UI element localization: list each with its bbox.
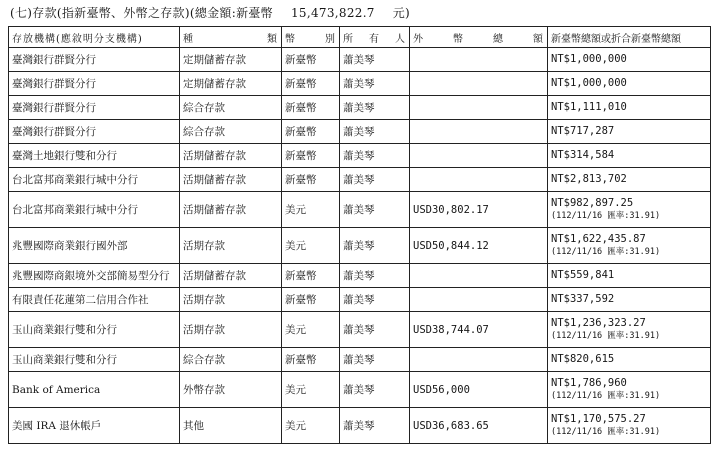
header-currency-a: 幣 bbox=[285, 33, 296, 45]
cell-foreign-amount: USD38,744.07 bbox=[410, 312, 548, 348]
table-row bbox=[9, 168, 711, 192]
cell-currency: 美元 bbox=[282, 408, 340, 444]
cell-currency: 新臺幣 bbox=[282, 144, 340, 168]
cell-owner: 蕭美琴 bbox=[340, 408, 410, 444]
header-currency-b: 別 bbox=[325, 33, 336, 45]
deposit-table bbox=[8, 26, 711, 444]
cell-foreign-amount bbox=[410, 96, 548, 120]
ntd-amount: NT$1,622,435.87 bbox=[551, 233, 646, 245]
cell-ntd-amount bbox=[548, 408, 711, 444]
cell-currency: 美元 bbox=[282, 372, 340, 408]
cell-currency: 新臺幣 bbox=[282, 96, 340, 120]
cell-ntd-amount bbox=[548, 192, 711, 228]
table-row bbox=[9, 72, 711, 96]
cell-institution: Bank of America bbox=[9, 372, 180, 408]
cell-owner: 蕭美琴 bbox=[340, 288, 410, 312]
cell-institution: 兆豐國際商業銀行國外部 bbox=[9, 228, 180, 264]
cell-institution: 臺灣銀行群賢分行 bbox=[9, 48, 180, 72]
table-row bbox=[9, 96, 711, 120]
cell-type: 外幣存款 bbox=[180, 372, 282, 408]
cell-ntd-amount bbox=[548, 168, 711, 192]
cell-owner: 蕭美琴 bbox=[340, 96, 410, 120]
header-foreign-d: 額 bbox=[533, 33, 544, 45]
cell-institution: 臺灣銀行群賢分行 bbox=[9, 72, 180, 96]
header-foreign-a: 外 bbox=[413, 33, 424, 45]
cell-type: 活期存款 bbox=[180, 312, 282, 348]
cell-currency: 新臺幣 bbox=[282, 264, 340, 288]
ntd-amount: NT$1,000,000 bbox=[551, 77, 627, 89]
cell-foreign-amount: USD50,844.12 bbox=[410, 228, 548, 264]
cell-foreign-amount bbox=[410, 348, 548, 372]
cell-foreign-amount bbox=[410, 72, 548, 96]
table-row bbox=[9, 408, 711, 444]
ntd-amount: NT$314,584 bbox=[551, 149, 615, 161]
table-row bbox=[9, 144, 711, 168]
header-owner-c: 人 bbox=[395, 33, 406, 45]
table-row bbox=[9, 348, 711, 372]
ntd-amount: NT$820,615 bbox=[551, 353, 615, 365]
header-row bbox=[9, 27, 711, 48]
header-owner bbox=[340, 27, 410, 48]
cell-foreign-amount: USD56,000 bbox=[410, 372, 548, 408]
cell-currency: 新臺幣 bbox=[282, 120, 340, 144]
cell-foreign-amount bbox=[410, 264, 548, 288]
cell-type: 綜合存款 bbox=[180, 120, 282, 144]
cell-type: 綜合存款 bbox=[180, 96, 282, 120]
cell-institution: 臺灣銀行群賢分行 bbox=[9, 120, 180, 144]
cell-ntd-amount bbox=[548, 144, 711, 168]
cell-type: 定期儲蓄存款 bbox=[180, 48, 282, 72]
cell-institution: 台北富邦商業銀行城中分行 bbox=[9, 192, 180, 228]
cell-type: 綜合存款 bbox=[180, 348, 282, 372]
cell-ntd-amount bbox=[548, 228, 711, 264]
cell-institution: 兆豐國際商銀境外交部簡易型分行 bbox=[9, 264, 180, 288]
ntd-amount: NT$982,897.25 bbox=[551, 197, 634, 209]
header-owner-b: 有 bbox=[369, 33, 380, 45]
cell-ntd-amount bbox=[548, 120, 711, 144]
exchange-rate-note: (112/11/16 匯率:31.91) bbox=[551, 331, 661, 341]
cell-foreign-amount bbox=[410, 144, 548, 168]
cell-owner: 蕭美琴 bbox=[340, 264, 410, 288]
cell-currency: 美元 bbox=[282, 192, 340, 228]
exchange-rate-note: (112/11/16 匯率:31.91) bbox=[551, 211, 661, 221]
table-row bbox=[9, 264, 711, 288]
ntd-amount: NT$1,170,575.27 bbox=[551, 413, 646, 425]
cell-foreign-amount: USD36,683.65 bbox=[410, 408, 548, 444]
ntd-amount: NT$559,841 bbox=[551, 269, 615, 281]
ntd-amount: NT$717,287 bbox=[551, 125, 615, 137]
header-institution: 存放機構(應敘明分支機構) bbox=[9, 27, 180, 48]
cell-foreign-amount bbox=[410, 168, 548, 192]
cell-currency: 新臺幣 bbox=[282, 348, 340, 372]
cell-currency: 新臺幣 bbox=[282, 168, 340, 192]
cell-type: 活期儲蓄存款 bbox=[180, 192, 282, 228]
cell-foreign-amount bbox=[410, 120, 548, 144]
cell-ntd-amount bbox=[548, 288, 711, 312]
total-value: 15,473,822.7 bbox=[290, 6, 375, 20]
cell-type: 活期存款 bbox=[180, 228, 282, 264]
header-type-a: 種 bbox=[183, 33, 194, 45]
section-note: (指新臺幣、外幣之存款) bbox=[56, 6, 190, 20]
ntd-amount: NT$1,236,323.27 bbox=[551, 317, 646, 329]
header-foreign-c: 總 bbox=[493, 33, 504, 45]
cell-ntd-amount bbox=[548, 96, 711, 120]
ntd-amount: NT$1,111,010 bbox=[551, 101, 627, 113]
ntd-amount: NT$1,000,000 bbox=[551, 53, 627, 65]
total-unit: 元) bbox=[392, 6, 411, 20]
exchange-rate-note: (112/11/16 匯率:31.91) bbox=[551, 391, 661, 401]
cell-currency: 新臺幣 bbox=[282, 48, 340, 72]
ntd-amount: NT$2,813,702 bbox=[551, 173, 627, 185]
cell-foreign-amount bbox=[410, 48, 548, 72]
cell-currency: 美元 bbox=[282, 228, 340, 264]
cell-type: 活期儲蓄存款 bbox=[180, 168, 282, 192]
cell-institution: 玉山商業銀行雙和分行 bbox=[9, 348, 180, 372]
cell-type: 活期儲蓄存款 bbox=[180, 144, 282, 168]
ntd-amount: NT$1,786,960 bbox=[551, 377, 627, 389]
cell-institution: 有限責任花蓮第二信用合作社 bbox=[9, 288, 180, 312]
cell-ntd-amount bbox=[548, 312, 711, 348]
cell-owner: 蕭美琴 bbox=[340, 372, 410, 408]
header-foreign-amount bbox=[410, 27, 548, 48]
cell-owner: 蕭美琴 bbox=[340, 312, 410, 348]
table-row bbox=[9, 288, 711, 312]
cell-currency: 新臺幣 bbox=[282, 288, 340, 312]
cell-institution: 臺灣銀行群賢分行 bbox=[9, 96, 180, 120]
exchange-rate-note: (112/11/16 匯率:31.91) bbox=[551, 247, 661, 257]
header-ntd-amount: 新臺幣總額或折合新臺幣總額 bbox=[548, 27, 711, 48]
table-row bbox=[9, 48, 711, 72]
header-type bbox=[180, 27, 282, 48]
cell-ntd-amount bbox=[548, 72, 711, 96]
cell-ntd-amount bbox=[548, 264, 711, 288]
cell-owner: 蕭美琴 bbox=[340, 168, 410, 192]
cell-type: 其他 bbox=[180, 408, 282, 444]
cell-owner: 蕭美琴 bbox=[340, 72, 410, 96]
cell-owner: 蕭美琴 bbox=[340, 120, 410, 144]
section-title: (七)存款 bbox=[10, 6, 57, 20]
exchange-rate-note: (112/11/16 匯率:31.91) bbox=[551, 427, 661, 437]
table-row bbox=[9, 192, 711, 228]
header-type-b: 類 bbox=[267, 33, 278, 45]
cell-foreign-amount: USD30,802.17 bbox=[410, 192, 548, 228]
table-row bbox=[9, 120, 711, 144]
ntd-amount: NT$337,592 bbox=[551, 293, 615, 305]
cell-currency: 新臺幣 bbox=[282, 72, 340, 96]
cell-foreign-amount bbox=[410, 288, 548, 312]
cell-institution: 台北富邦商業銀行城中分行 bbox=[9, 168, 180, 192]
section-caption bbox=[10, 4, 410, 21]
cell-ntd-amount bbox=[548, 348, 711, 372]
cell-institution: 臺灣土地銀行雙和分行 bbox=[9, 144, 180, 168]
cell-currency: 美元 bbox=[282, 312, 340, 348]
cell-owner: 蕭美琴 bbox=[340, 144, 410, 168]
cell-owner: 蕭美琴 bbox=[340, 348, 410, 372]
cell-ntd-amount bbox=[548, 48, 711, 72]
total-label: (總金額:新臺幣 bbox=[189, 6, 273, 20]
cell-owner: 蕭美琴 bbox=[340, 48, 410, 72]
cell-institution: 玉山商業銀行雙和分行 bbox=[9, 312, 180, 348]
cell-owner: 蕭美琴 bbox=[340, 228, 410, 264]
cell-owner: 蕭美琴 bbox=[340, 192, 410, 228]
header-foreign-b: 幣 bbox=[453, 33, 464, 45]
cell-type: 定期儲蓄存款 bbox=[180, 72, 282, 96]
cell-type: 活期儲蓄存款 bbox=[180, 264, 282, 288]
table-row bbox=[9, 312, 711, 348]
cell-ntd-amount bbox=[548, 372, 711, 408]
cell-type: 活期存款 bbox=[180, 288, 282, 312]
cell-institution: 美國 IRA 退休帳戶 bbox=[9, 408, 180, 444]
header-owner-a: 所 bbox=[343, 33, 354, 45]
header-currency bbox=[282, 27, 340, 48]
table-row bbox=[9, 372, 711, 408]
table-row bbox=[9, 228, 711, 264]
